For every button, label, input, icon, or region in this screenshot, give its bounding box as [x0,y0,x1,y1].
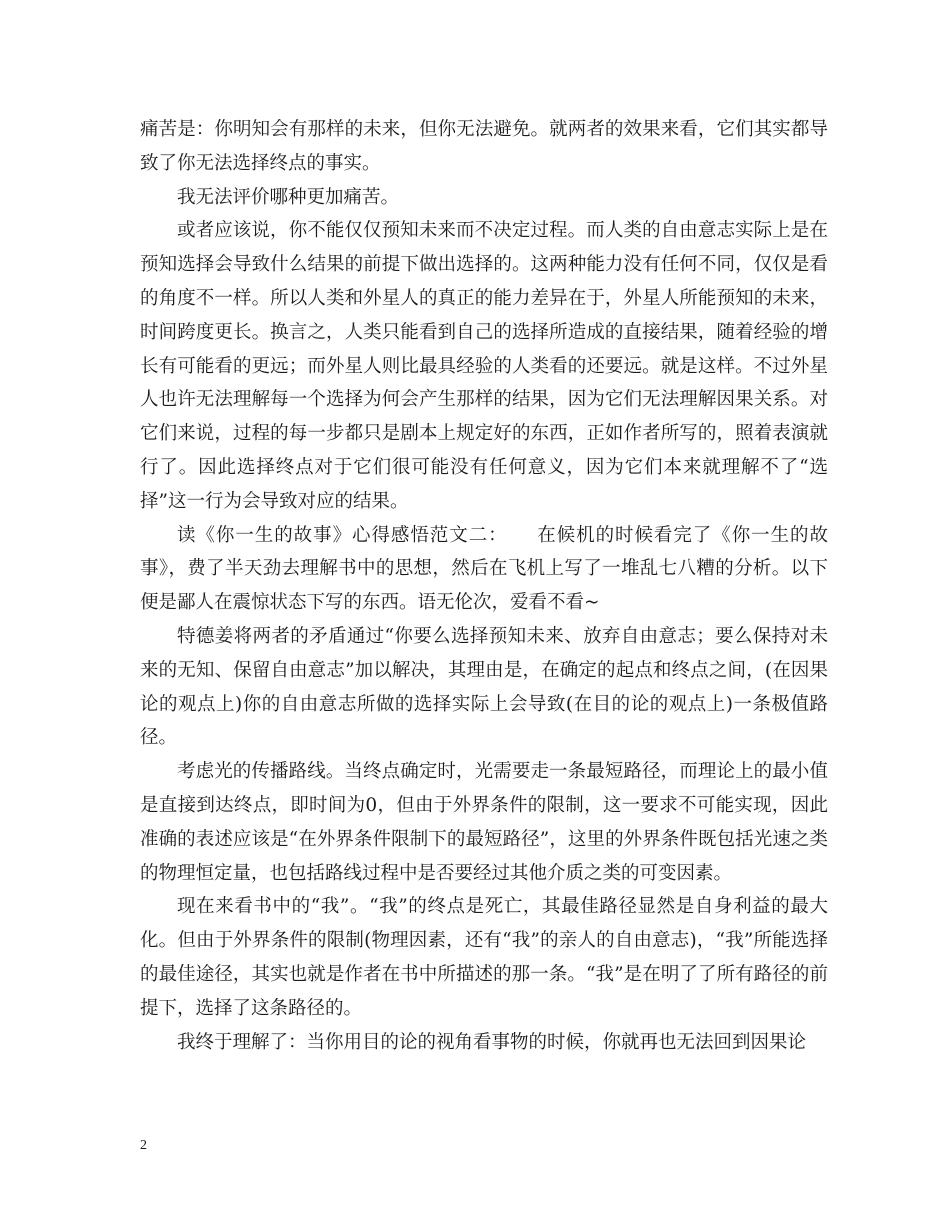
paragraph: 或者应该说，你不能仅仅预知未来而不决定过程。而人类的自由意志实际上是在预知选择会导致什么结果的前提下做出选择的。这两种能力没有任何不同，仅仅是看的角度不一样。所以人类和外星人的真正的能力差异在于，外星人所能预知的未来，时间跨度更长。换言之，人类只能看到自己的选择所造成的直接结果，随着经验的增长有可能看的更远；而外星人则比最具经验的人类看的还要远。就是这样。不过外星人也许无法理解每一个选择为何会产生那样的结果，因为它们无法理解因果关系。对它们来说，过程的每一步都只是剧本上规定好的东西，正如作者所写的，照着表演就行了。因此选择终点对于它们很可能没有任何意义，因为它们本来就理解不了“选择”这一行为会导致对应的结果。 [140,220,828,512]
paragraph: 考虑光的传播路线。当终点确定时，光需要走一条最短路径，而理论上的最小值是直接到达终点，即时间为0，但由于外界条件的限制，这一要求不可能实现，因此准确的表述应该是“在外界条件限制下的最短路径”，这里的外界条件既包括光速之类的物理恒定量，也包括路线过程中是否要经过其他介质之类的可变因素。 [140,761,828,884]
paragraph: 痛苦是：你明知会有那样的未来，但你无法避免。就两者的效果来看，它们其实都导致了你无法选择终点的事实。 [140,119,828,174]
body-text [140,113,828,1059]
page-number: 2 [140,1138,147,1153]
paragraph: 特德姜将两者的矛盾通过“你要么选择预知未来、放弃自由意志；要么保持对未来的无知、保留自由意志”加以解决，其理由是，在确定的起点和终点之间，(在因果论的观点上)你的自由意志所做的选择实际上会导致(在目的论的观点上)一条极值路径。 [140,625,828,749]
paragraph: 我终于理解了：当你用目的论的视角看事物的时候，你就再也无法回到因果论 [177,1031,807,1053]
paragraph: 读《你一生的故事》心得感悟范文二： 在候机的时候看完了《你一生的故事》，费了半天劲去理解书中的思想，然后在飞机上写了一堆乱七八糟的分析。以下便是鄙人在震惊状态下写的东西。语无伦次，爱看不看~ [140,524,828,614]
paragraph: 现在来看书中的“我”。“我”的终点是死亡，其最佳路径显然是自身利益的最大化。但由于外界条件的限制(物理因素，还有“我”的亲人的自由意志)，“我”所能选择的最佳途径，其实也就是作者在书中所描述的那一条。“我”是在明了了所有路径的前提下，选择了这条路径的。 [140,896,828,1019]
paragraph: 我无法评价哪种更加痛苦。 [177,186,400,208]
